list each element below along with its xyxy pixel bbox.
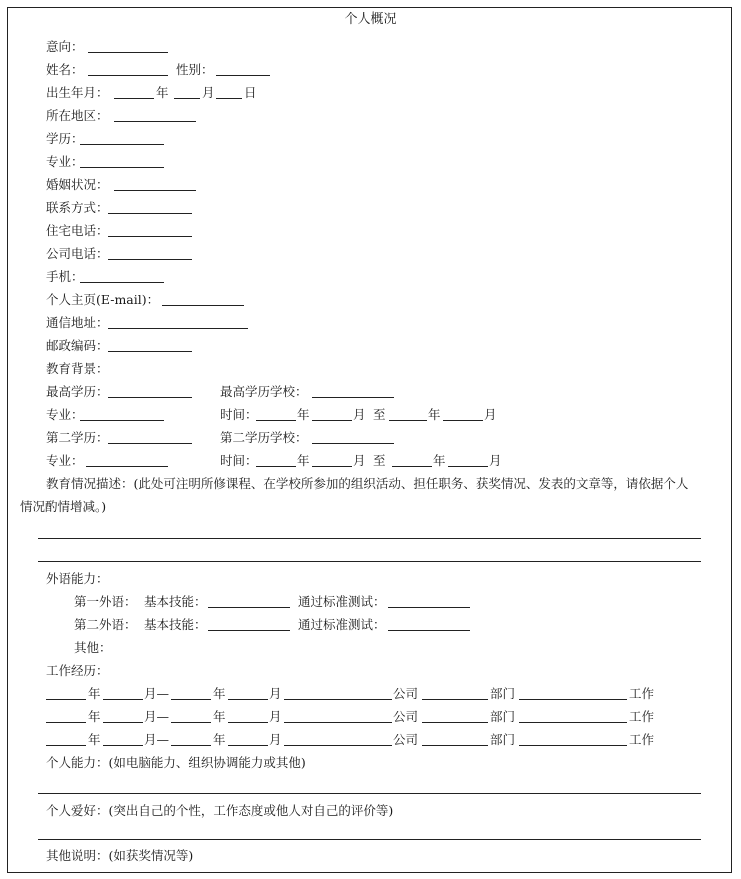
blank-major-2[interactable]: [86, 466, 168, 467]
label-to: 至: [373, 453, 386, 468]
blank-basic-skill-1[interactable]: [208, 607, 290, 608]
blank-birth-month[interactable]: [174, 98, 200, 99]
label-major: 专业：: [46, 154, 84, 169]
label-top-school: 最高学历学校：: [220, 384, 308, 399]
label-major-2: 专业：: [46, 453, 84, 468]
label-intent: 意向：: [46, 39, 84, 54]
label-birth: 出生年月：: [46, 85, 109, 100]
blank-address[interactable]: [108, 328, 248, 329]
blank-time-1-m2[interactable]: [443, 420, 483, 421]
blank-major-1[interactable]: [80, 420, 164, 421]
label-company: 公司: [393, 686, 419, 701]
label-year: 年: [88, 732, 101, 747]
label-gender: 性别：: [176, 62, 214, 77]
label-year: 年: [433, 453, 446, 468]
blank-time-1-y2[interactable]: [389, 420, 427, 421]
label-address: 通信地址：: [46, 315, 109, 330]
blank-second-degree[interactable]: [108, 443, 192, 444]
blank-work-company[interactable]: [284, 745, 392, 746]
education-desc-text-2: 情况酌情增减。): [20, 499, 107, 514]
label-second-language: 第二外语：: [74, 617, 137, 632]
label-language-other: 其他：: [74, 640, 112, 655]
write-line-hobby[interactable]: [38, 839, 701, 840]
blank-work-job[interactable]: [519, 699, 627, 700]
label-region: 所在地区：: [46, 108, 109, 123]
label-month: 月: [269, 686, 282, 701]
label-top-degree: 最高学历：: [46, 384, 109, 399]
blank-office-phone[interactable]: [108, 259, 192, 260]
blank-time-1-m1[interactable]: [312, 420, 352, 421]
label-basic-skill-2: 基本技能：: [144, 617, 207, 632]
blank-mobile[interactable]: [80, 282, 164, 283]
blank-work-end-year[interactable]: [171, 745, 211, 746]
label-time-2: 时间：: [220, 453, 258, 468]
blank-major[interactable]: [80, 167, 164, 168]
label-name: 姓名：: [46, 62, 84, 77]
blank-work-end-year[interactable]: [171, 699, 211, 700]
blank-time-2-y1[interactable]: [256, 466, 296, 467]
label-dept: 部门: [490, 709, 516, 724]
label-month: 月: [484, 407, 497, 422]
blank-work-start-year[interactable]: [46, 722, 86, 723]
blank-test-1[interactable]: [388, 607, 470, 608]
label-homepage: 个人主页(E-mail)：: [46, 292, 160, 307]
label-mobile: 手机：: [46, 269, 84, 284]
label-postcode: 邮政编码：: [46, 338, 109, 353]
label-job: 工作: [629, 732, 655, 747]
language-heading: 外语能力：: [46, 571, 109, 586]
label-second-school: 第二学历学校：: [220, 430, 308, 445]
label-second-degree: 第二学历：: [46, 430, 109, 445]
hobby-text: 个人爱好：(突出自己的个性，工作态度或他人对自己的评价等): [46, 803, 394, 818]
write-line-education-1[interactable]: [38, 538, 701, 539]
blank-home-phone[interactable]: [108, 236, 192, 237]
blank-work-company[interactable]: [284, 722, 392, 723]
other-text: 其他说明：(如获奖情况等): [46, 848, 194, 863]
blank-work-start-month[interactable]: [103, 699, 143, 700]
label-month: 月: [489, 453, 502, 468]
label-first-language: 第一外语：: [74, 594, 137, 609]
label-year: 年: [297, 453, 310, 468]
blank-work-start-year[interactable]: [46, 745, 86, 746]
write-line-ability[interactable]: [38, 793, 701, 794]
label-contact: 联系方式：: [46, 200, 109, 215]
label-month: 月: [269, 709, 282, 724]
label-year: 年: [88, 709, 101, 724]
blank-top-degree[interactable]: [108, 397, 192, 398]
blank-time-2-m1[interactable]: [312, 466, 352, 467]
blank-work-job[interactable]: [519, 722, 627, 723]
work-heading: 工作经历：: [46, 663, 109, 678]
blank-time-2-m2[interactable]: [448, 466, 488, 467]
label-year: 年: [156, 85, 169, 100]
label-job: 工作: [629, 686, 655, 701]
label-major-1: 专业：: [46, 407, 84, 422]
education-desc-text-1: 教育情况描述：(此处可注明所修课程、在学校所参加的组织活动、担任职务、获奖情况、发表的文章等，请依据个人: [46, 476, 689, 491]
blank-work-company[interactable]: [284, 699, 392, 700]
label-year: 年: [428, 407, 441, 422]
label-company: 公司: [393, 732, 419, 747]
blank-work-end-year[interactable]: [171, 722, 211, 723]
label-day: 日: [244, 85, 257, 100]
label-month-dash: 月—: [144, 709, 170, 724]
blank-marital[interactable]: [114, 190, 196, 191]
page-title: 个人概况: [344, 12, 397, 27]
blank-work-dept[interactable]: [422, 745, 488, 746]
write-line-education-2[interactable]: [38, 561, 701, 562]
blank-gender[interactable]: [216, 75, 270, 76]
blank-degree[interactable]: [80, 144, 164, 145]
blank-work-end-month[interactable]: [228, 722, 268, 723]
form-frame: [7, 7, 732, 873]
label-company: 公司: [393, 709, 419, 724]
blank-work-start-month[interactable]: [103, 745, 143, 746]
blank-time-1-y1[interactable]: [256, 420, 296, 421]
blank-second-school[interactable]: [312, 443, 394, 444]
blank-top-school[interactable]: [312, 397, 394, 398]
blank-contact[interactable]: [108, 213, 192, 214]
ability-text: 个人能力：(如电脑能力、组织协调能力或其他): [46, 755, 306, 770]
label-month: 月: [353, 453, 366, 468]
label-month: 月: [269, 732, 282, 747]
blank-work-job[interactable]: [519, 745, 627, 746]
blank-region[interactable]: [114, 121, 196, 122]
label-office-phone: 公司电话：: [46, 246, 109, 261]
label-marital: 婚姻状况：: [46, 177, 109, 192]
label-year: 年: [88, 686, 101, 701]
label-test-2: 通过标准测试：: [298, 617, 386, 632]
label-year: 年: [213, 686, 226, 701]
label-home-phone: 住宅电话：: [46, 223, 109, 238]
label-year: 年: [297, 407, 310, 422]
blank-work-end-month[interactable]: [228, 699, 268, 700]
blank-basic-skill-2[interactable]: [208, 630, 290, 631]
blank-birth-day[interactable]: [216, 98, 242, 99]
blank-work-dept[interactable]: [422, 722, 488, 723]
blank-work-start-month[interactable]: [103, 722, 143, 723]
label-degree: 学历：: [46, 131, 84, 146]
label-month: 月: [202, 85, 215, 100]
label-year: 年: [213, 732, 226, 747]
blank-time-2-y2[interactable]: [392, 466, 432, 467]
blank-name[interactable]: [88, 75, 168, 76]
label-test-1: 通过标准测试：: [298, 594, 386, 609]
education-heading: 教育背景：: [46, 361, 109, 376]
label-dept: 部门: [490, 732, 516, 747]
label-year: 年: [213, 709, 226, 724]
label-month-dash: 月—: [144, 732, 170, 747]
label-month-dash: 月—: [144, 686, 170, 701]
blank-intent[interactable]: [88, 52, 168, 53]
blank-birth-year[interactable]: [114, 98, 154, 99]
blank-postcode[interactable]: [108, 351, 192, 352]
label-month: 月: [353, 407, 366, 422]
label-job: 工作: [629, 709, 655, 724]
blank-work-start-year[interactable]: [46, 699, 86, 700]
label-basic-skill-1: 基本技能：: [144, 594, 207, 609]
blank-work-dept[interactable]: [422, 699, 488, 700]
blank-test-2[interactable]: [388, 630, 470, 631]
label-time-1: 时间：: [220, 407, 258, 422]
blank-homepage[interactable]: [162, 305, 244, 306]
label-dept: 部门: [490, 686, 516, 701]
label-to: 至: [373, 407, 386, 422]
blank-work-end-month[interactable]: [228, 745, 268, 746]
